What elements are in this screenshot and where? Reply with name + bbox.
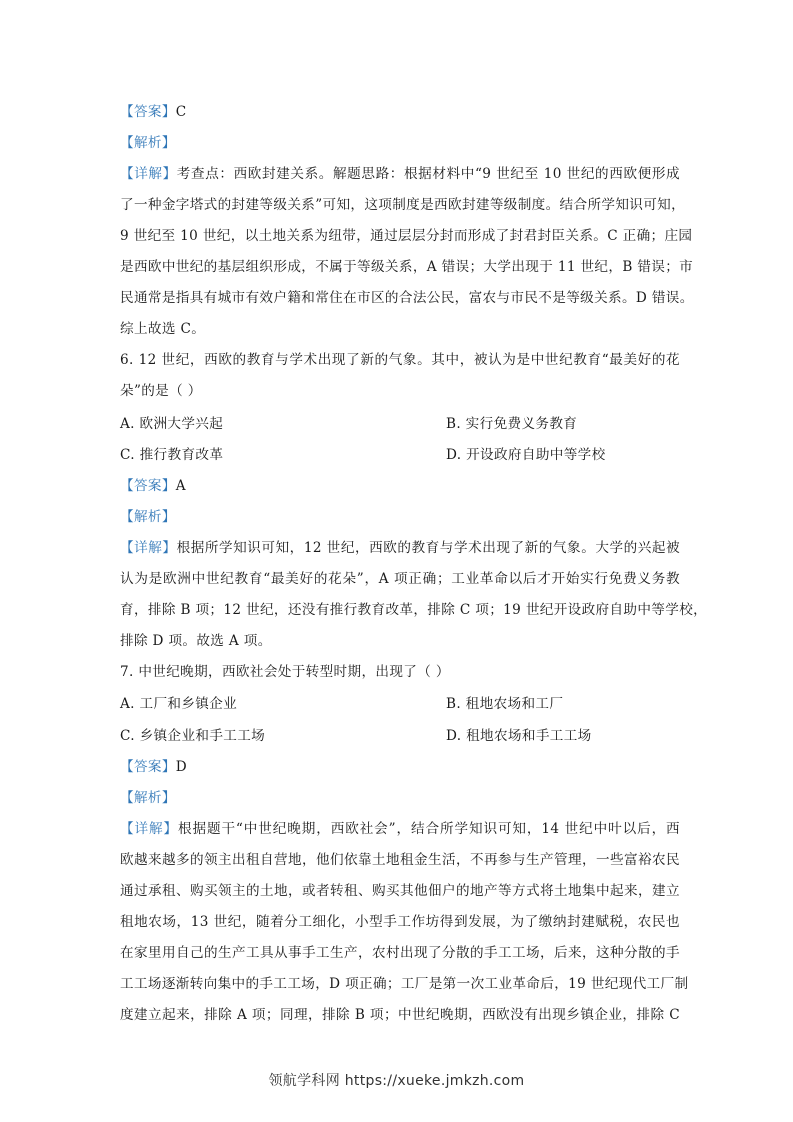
q6-detail-line: 育，排除 B 项；12 世纪，还没有推行教育改革，排除 C 项；19 世纪开设政府自助中等学校， xyxy=(120,602,708,618)
q6-stem-line: 6. 12 世纪，西欧的教育与学术出现了新的气象。其中，被认为是中世纪教育“最美好的花 xyxy=(120,352,680,368)
answer-value: C xyxy=(175,104,187,120)
q5-answer-line xyxy=(120,102,680,122)
q5-analysis-tag: 【解析】 xyxy=(120,135,176,151)
q7-answer-line xyxy=(120,757,680,777)
answer-value: D xyxy=(175,759,188,775)
page-footer-watermark: 领航学科网 https://xueke.jmkzh.com xyxy=(268,1073,525,1089)
q6-stem-line: 朵”的是（ ） xyxy=(120,383,202,399)
q7-detail-line: 在家里用自己的生产工具从事手工生产，农村出现了分散的手工工场，后来，这种分散的手 xyxy=(120,945,680,961)
q7-stem: 7. 中世纪晚期，西欧社会处于转型时期，出现了（ ） xyxy=(120,664,450,680)
q7-detail-line: 工工场逐渐转向集中的手工工场，D 项正确；工厂是第一次工业革命后，19 世纪现代工厂制 xyxy=(120,976,689,992)
q7-detail-line: 【详解】根据题干“中世纪晚期，西欧社会”，结合所学知识可知，14 世纪中叶以后，西 xyxy=(120,821,680,837)
q7-option-b: B. 租地农场和工厂 xyxy=(446,696,564,712)
detail-tag: 【详解】 xyxy=(120,540,177,556)
q6-option-a: A. 欧洲大学兴起 xyxy=(120,416,224,432)
answer-value: A xyxy=(175,478,186,494)
q5-detail-line: 是西欧中世纪的基层组织形成，不属于等级关系，A 错误；大学出现于 11 世纪，B 错误；市 xyxy=(120,259,694,275)
q5-detail-line: 9 世纪至 10 世纪，以土地关系为纽带，通过层层分封而形成了封君封臣关系。C 正确；庄园 xyxy=(120,228,693,244)
q5-detail-line: 了一种金字塔式的封建等级关系”可知，这项制度是西欧封建等级制度。结合所学知识可知， xyxy=(120,197,686,213)
q5-detail-line: 综上故选 C。 xyxy=(120,321,206,337)
q6-option-b: B. 实行免费义务教育 xyxy=(446,416,578,432)
answer-tag: 【答案】 xyxy=(120,478,176,494)
q7-detail-line: 欧越来越多的领主出租自营地，他们依靠土地租金生活，不再参与生产管理，一些富裕农民 xyxy=(120,852,680,868)
q7-detail-line: 租地农场，13 世纪，随着分工细化，小型手工作坊得到发展，为了缴纳封建赋税，农民也 xyxy=(120,914,680,930)
q6-detail-line: 排除 D 项。故选 A 项。 xyxy=(120,633,272,649)
answer-tag: 【答案】 xyxy=(120,759,176,775)
q6-option-d: D. 开设政府自助中等学校 xyxy=(446,447,606,463)
detail-tag: 【详解】 xyxy=(120,166,177,182)
answer-tag: 【答案】 xyxy=(120,104,176,120)
q6-option-c: C. 推行教育改革 xyxy=(120,447,224,463)
q6-detail-line: 认为是欧洲中世纪教育“最美好的花朵”，A 项正确；工业革命以后才开始实行免费义务教 xyxy=(120,571,680,587)
detail-tag: 【详解】 xyxy=(120,821,178,837)
q6-detail-line: 【详解】根据所学知识可知，12 世纪，西欧的教育与学术出现了新的气象。大学的兴起被 xyxy=(120,540,680,556)
q6-answer-line xyxy=(120,476,680,496)
q7-detail-line: 通过承租、购买领主的土地，或者转租、购买其他佃户的地产等方式将土地集中起来，建立 xyxy=(120,883,680,899)
q6-analysis-tag: 【解析】 xyxy=(120,509,176,525)
q7-option-c: C. 乡镇企业和手工工场 xyxy=(120,728,266,744)
q7-option-a: A. 工厂和乡镇企业 xyxy=(120,696,238,712)
q7-detail-line: 度建立起来，排除 A 项；同理，排除 B 项；中世纪晚期，西欧没有出现乡镇企业，排除 C xyxy=(120,1007,680,1023)
q7-option-d: D. 租地农场和手工工场 xyxy=(446,728,592,744)
q5-detail-line: 【详解】考查点：西欧封建关系。解题思路：根据材料中“9 世纪至 10 世纪的西欧便形成 xyxy=(120,166,680,182)
q7-analysis-tag: 【解析】 xyxy=(120,790,176,806)
q5-detail-line: 民通常是指具有城市有效户籍和常住在市区的合法公民，富农与市民不是等级关系。D 错误。 xyxy=(120,290,694,306)
